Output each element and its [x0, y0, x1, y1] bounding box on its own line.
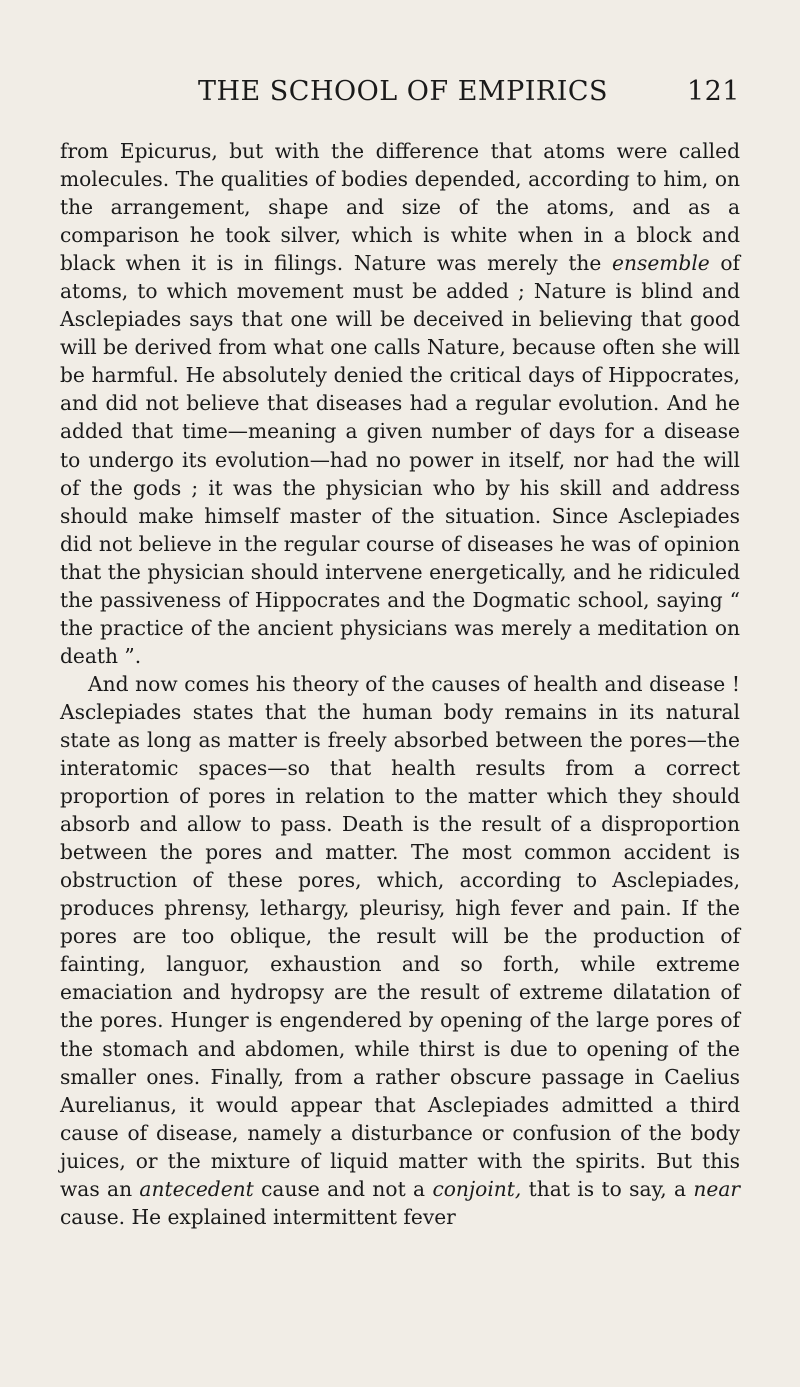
body-text	[60, 137, 740, 1231]
emphasis-near: near	[693, 1176, 741, 1201]
paragraph-2-text-d: cause. He explained intermittent fever	[60, 1204, 456, 1229]
chapter-title: THE SCHOOL OF EMPIRICS	[197, 76, 609, 107]
paragraph-2-text-a: And now comes his theory of the causes of health and disease ! Asclepiades states that the human body remains in its natural state as long as matter is freely absorbed between the pores—the interatomic spaces—so that health results from a correct proportion of pores in relation to the matter which they should absorb and allow to pass. Death is the result of a disproportion between the pores and matter. The most common accident is obstruction of these pores, which, according to Asclepiades, produces phrensy, lethargy, pleurisy, high fever and pain. If the pores are too oblique, the result will be the production of fainting, languor, exhaustion and so forth, while extreme emaciation and hydropsy are the result of extreme dilatation of the pores. Hunger is engendered by opening of the large pores of the stomach and abdomen, while thirst is due to opening of the smaller ones. Finally, from a rather obscure passage in Caelius Aurelianus, it would appear that Asclepiades admitted a third cause of disease, namely a disturbance or confusion of the body juices, or the mixture of liquid matter with the spirits. But this was an	[60, 671, 740, 1201]
emphasis-ensemble: ensemble	[612, 251, 710, 276]
paragraph-2-text-b: cause and not a	[253, 1176, 433, 1201]
paragraph-2	[60, 670, 740, 1231]
page-number: 121	[686, 76, 740, 107]
paragraph-2-text-c: that is to say, a	[521, 1176, 694, 1201]
emphasis-conjoint: conjoint,	[432, 1176, 522, 1201]
paragraph-1-text-b: of atoms, to which movement must be added ; Nature is blind and Asclepiades says that one will be deceived in believing that good will be derived from what one calls Nature, because often she will be harmful. He absolutely denied the critical days of Hippocrates, and did not believe that diseases had a regular evolution. And he added that time—meaning a given number of days for a disease to undergo its evolution—had no power in itself, nor had the will of the gods ; it was the physician who by his skill and address should make himself master of the situation. Since Asclepiades did not believe in the regular course of diseases he was of opinion that the physician should intervene energetically, and he ridiculed the passiveness of Hippocrates and the Dogmatic school, saying “ the practice of the ancient physicians was merely a meditation on death ”.	[60, 251, 740, 668]
paragraph-1-text-a: from Epicurus, but with the difference that atoms were called molecules. The qualities of bodies depended, according to him, on the arrangement, shape and size of the atoms, and as a comparison he took silver, which is white when in a block and black when it is in filings. Nature was merely the	[60, 139, 740, 276]
paragraph-1	[60, 137, 740, 670]
emphasis-antecedent: antecedent	[139, 1176, 254, 1201]
running-header	[60, 76, 740, 120]
